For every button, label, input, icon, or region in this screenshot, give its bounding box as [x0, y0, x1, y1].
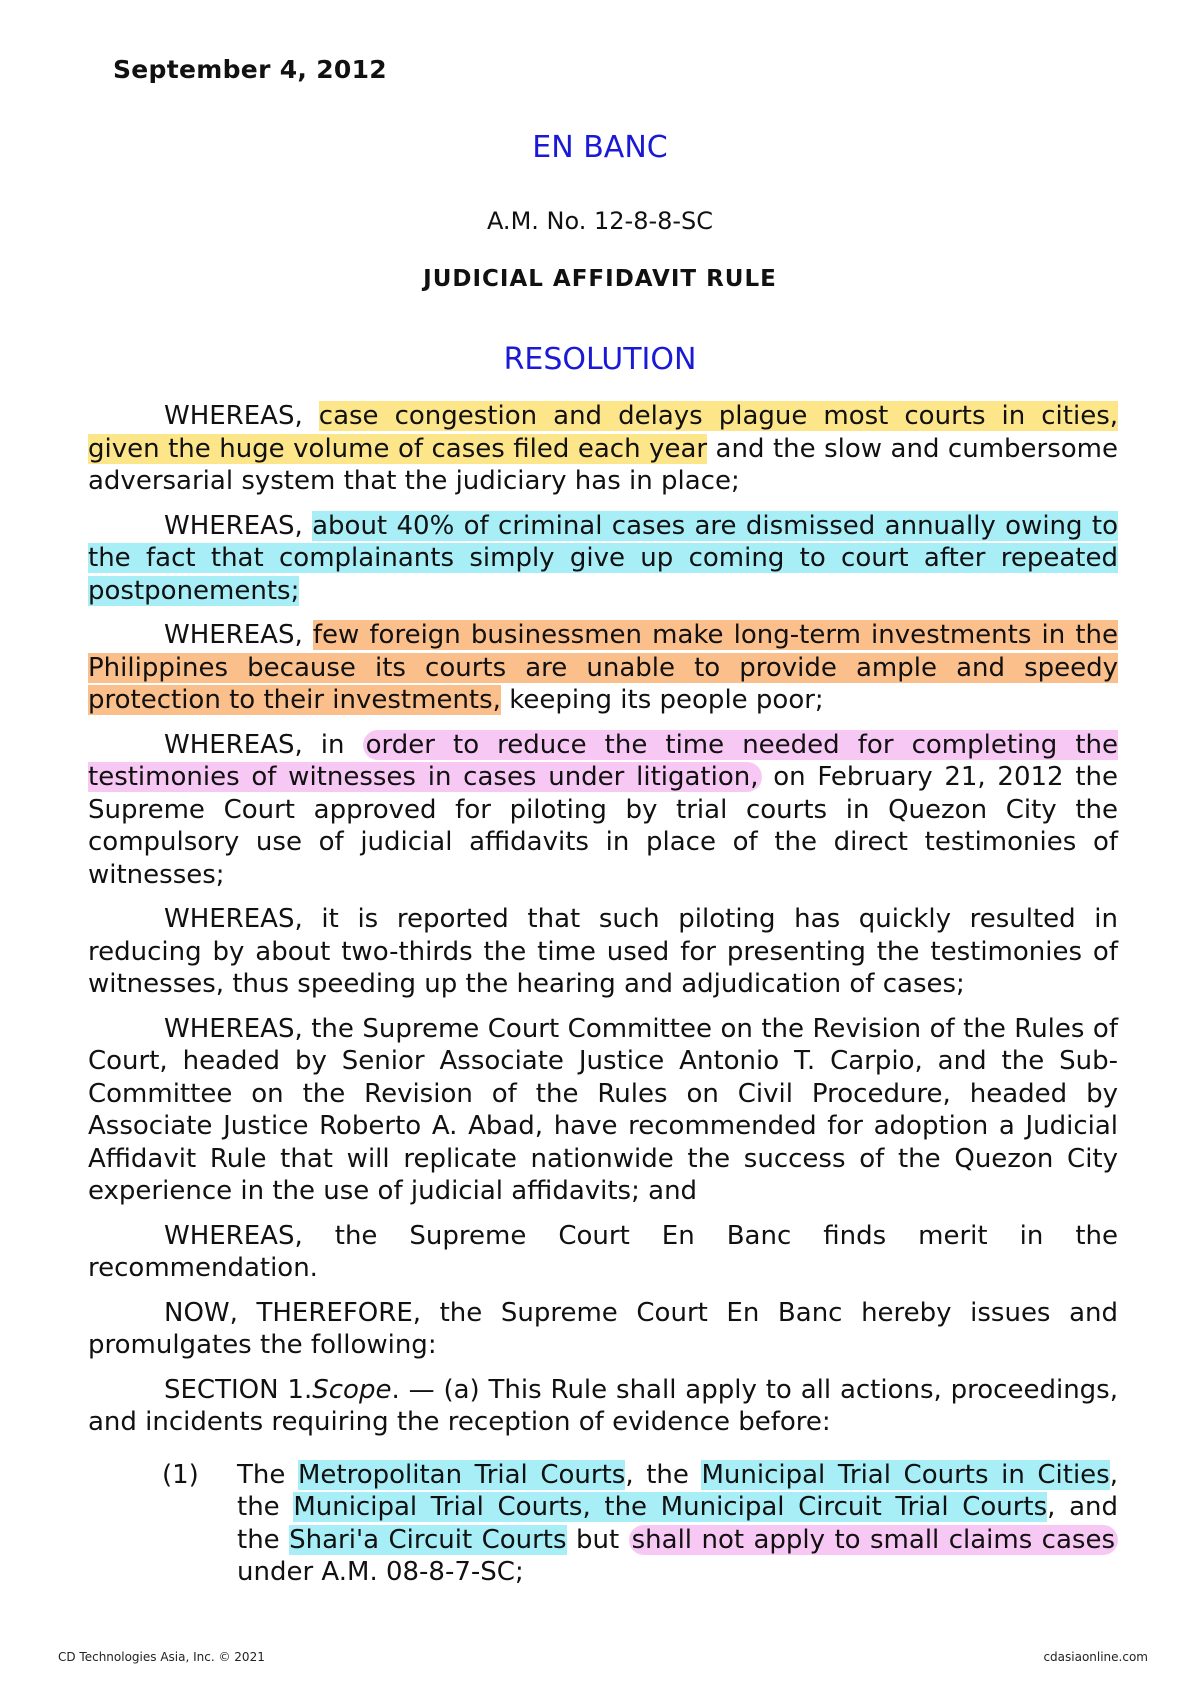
- list-item-number: (1): [162, 1459, 199, 1490]
- list-item-1: (1) The Metropolitan Trial Courts, the Municipal Trial Courts in Cities, the Municipal Trial Courts, the Municipal Circuit Trial Courts, and the Shari'a Circuit Courts but shall not apply to small claims cases under A.M. 08-8-7-SC;: [162, 1459, 1118, 1587]
- section-title: Scope: [312, 1374, 392, 1405]
- whereas-paragraph-1: WHEREAS, case congestion and delays plague most courts in cities, given the huge volume of cases filed each year and the slow and cumbersome adversarial system that the judiciary has in place;: [88, 401, 1119, 496]
- highlight-cyan: Metropolitan Trial Courts: [297, 1459, 626, 1490]
- now-therefore-paragraph: NOW, THEREFORE, the Supreme Court En Banc hereby issues and promulgates the following:: [88, 1297, 1118, 1360]
- highlight-cyan: Municipal Trial Courts, the Municipal Circuit Trial Courts: [293, 1492, 1048, 1522]
- court-division: EN BANC: [532, 130, 668, 165]
- footer-website: cdasiaonline.com: [1043, 1650, 1148, 1664]
- highlight-cyan: Shari'a Circuit Courts: [289, 1524, 567, 1555]
- rule-title: JUDICIAL AFFIDAVIT RULE: [423, 266, 777, 292]
- document-body: [88, 400, 1118, 1601]
- footer-copyright: CD Technologies Asia, Inc. © 2021: [58, 1650, 265, 1664]
- highlight-pink: order to reduce the time needed for completing the testimonies of witnesses in cases under litigation,: [88, 729, 1118, 792]
- document-date: September 4, 2012: [113, 55, 387, 84]
- document-type-heading: RESOLUTION: [503, 342, 697, 377]
- highlight-yellow: case congestion and delays plague most courts in cities, given the huge volume of cases filed each year: [88, 401, 1119, 464]
- highlight-pink: shall not apply to small claims cases: [629, 1525, 1118, 1555]
- highlight-cyan: Municipal Trial Courts in Cities: [701, 1459, 1110, 1490]
- whereas-paragraph-6: WHEREAS, the Supreme Court Committee on the Revision of the Rules of Court, headed by Senior Associate Justice Antonio T. Carpio, and the Sub-Committee on the Revision of the Rules on Civil Procedure, headed by Associate Justice Roberto A. Abad, have recommended for adoption a Judicial Affidavit Rule that will replicate nationwide the success of the Quezon City experience in the use of judicial affidavits; and: [88, 1013, 1118, 1206]
- whereas-paragraph-3: WHEREAS, few foreign businessmen make long-term investments in the Philippines because its courts are unable to provide ample and speedy protection to their investments, keeping its people poor;: [88, 620, 1118, 715]
- whereas-paragraph-5: WHEREAS, it is reported that such piloting has quickly resulted in reducing by about two-thirds the time used for presenting the testimonies of witnesses, thus speeding up the hearing and adjudication of cases;: [88, 904, 1118, 999]
- case-number: A.M. No. 12-8-8-SC: [486, 207, 714, 235]
- whereas-paragraph-4: WHEREAS, in order to reduce the time needed for completing the testimonies of witnesses in cases under litigation, on February 21, 2012 the Supreme Court approved for piloting by trial courts in Quezon City the compulsory use of judicial affidavits in place of the direct testimonies of witnesses;: [88, 729, 1119, 890]
- highlight-orange: few foreign businessmen make long-term investments in the Philippines because its courts are unable to provide ample and speedy protection to their investments,: [88, 620, 1118, 715]
- section-1-scope: SECTION 1.Scope. — (a) This Rule shall apply to all actions, proceedings, and incidents requiring the reception of evidence before:: [88, 1374, 1118, 1437]
- whereas-paragraph-7: WHEREAS, the Supreme Court En Banc finds merit in the recommendation.: [88, 1220, 1118, 1283]
- whereas-paragraph-2: WHEREAS, about 40% of criminal cases are dismissed annually owing to the fact that complainants simply give up coming to court after repeated postponements;: [88, 510, 1119, 606]
- highlight-cyan: about 40% of criminal cases are dismissed annually owing to the fact that complainants simply give up coming to court after repeated postponements;: [88, 510, 1119, 606]
